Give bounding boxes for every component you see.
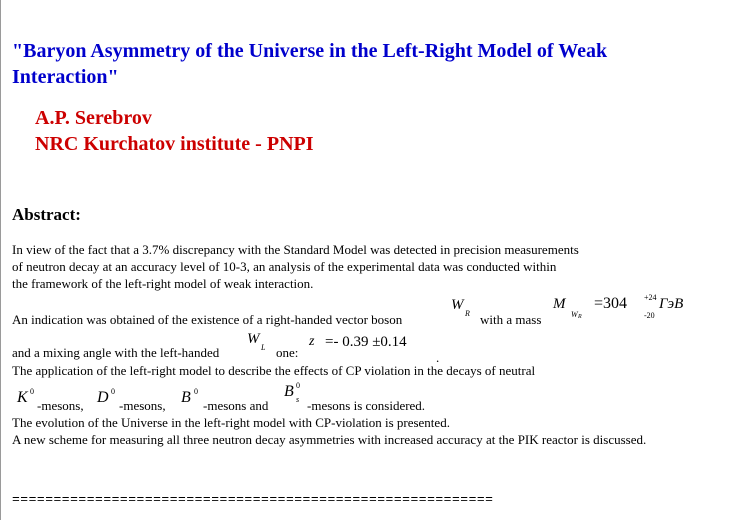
mass-value: =304 (594, 295, 628, 312)
abstract-text-mixing: and a mixing angle with the left-handed (12, 345, 220, 360)
mass-symbol: M (553, 296, 566, 312)
author-affiliation: NRC Kurchatov institute - PNPI (35, 133, 314, 155)
meson-b-text: -mesons and (203, 398, 269, 413)
mass-unit: ГэВ (659, 296, 684, 312)
author-name: A.P. Serebrov (35, 107, 152, 129)
abstract-text-boson: An indication was obtained of the existence of a right-handed vector boson (12, 312, 403, 327)
mixing-period: . (436, 350, 440, 365)
meson-b-symbol: B (181, 389, 191, 406)
meson-bs-text: -mesons is considered. (307, 398, 426, 413)
meson-d-superscript: 0 (111, 387, 115, 396)
page-left-border (0, 0, 1, 520)
meson-k-text: -mesons, (37, 398, 84, 413)
abstract-line: The evolution of the Universe in the left-right model with CP-violation is presented. (12, 415, 450, 430)
wl-subscript: L (261, 343, 266, 352)
mass-subsubscript: R (578, 314, 582, 320)
mass-subscript: W (571, 310, 578, 319)
mass-upper-error: +24 (644, 293, 657, 302)
separator-line: ========================================================== (12, 492, 494, 507)
mass-lower-error: -20 (644, 311, 655, 320)
abstract-text-one: one: (276, 345, 299, 360)
boson-symbol-wr: W (451, 297, 464, 313)
abstract-line: In view of the fact that a 3.7% discrepancy with the Standard Model was detected in precision measurements (12, 242, 579, 257)
meson-k-superscript: 0 (30, 387, 34, 396)
meson-d-symbol: D (97, 389, 109, 406)
boson-subscript: R (465, 309, 470, 318)
meson-k-symbol: K (17, 389, 28, 406)
abstract-text-mass: with a mass (480, 312, 542, 327)
paper-title: "Baryon Asymmetry of the Universe in the Left-Right Model of Weak Interaction" (12, 40, 608, 88)
meson-b-superscript: 0 (194, 387, 198, 396)
meson-bs-subscript: s (296, 395, 300, 404)
meson-bs-symbol: B (284, 383, 294, 400)
mixing-z-symbol: z (309, 334, 315, 349)
meson-d-text: -mesons, (119, 398, 166, 413)
abstract-line: the framework of the left-right model of weak interaction. (12, 276, 314, 291)
abstract-line: The application of the left-right model to describe the effects of CP violation in the decays of neutral (12, 363, 536, 378)
abstract-line: of neutron decay at an accuracy level of 10-3, an analysis of the experimental data was conducted within (12, 259, 557, 274)
abstract-line: A new scheme for measuring all three neutron decay asymmetries with increased accuracy at the PIK reactor is discussed. (12, 432, 647, 447)
mixing-z-value: =- 0.39 ±0.14 (325, 334, 407, 350)
abstract-heading: Abstract: (12, 205, 81, 224)
boson-symbol-wl: W (247, 331, 260, 347)
meson-bs-superscript: 0 (296, 381, 300, 390)
